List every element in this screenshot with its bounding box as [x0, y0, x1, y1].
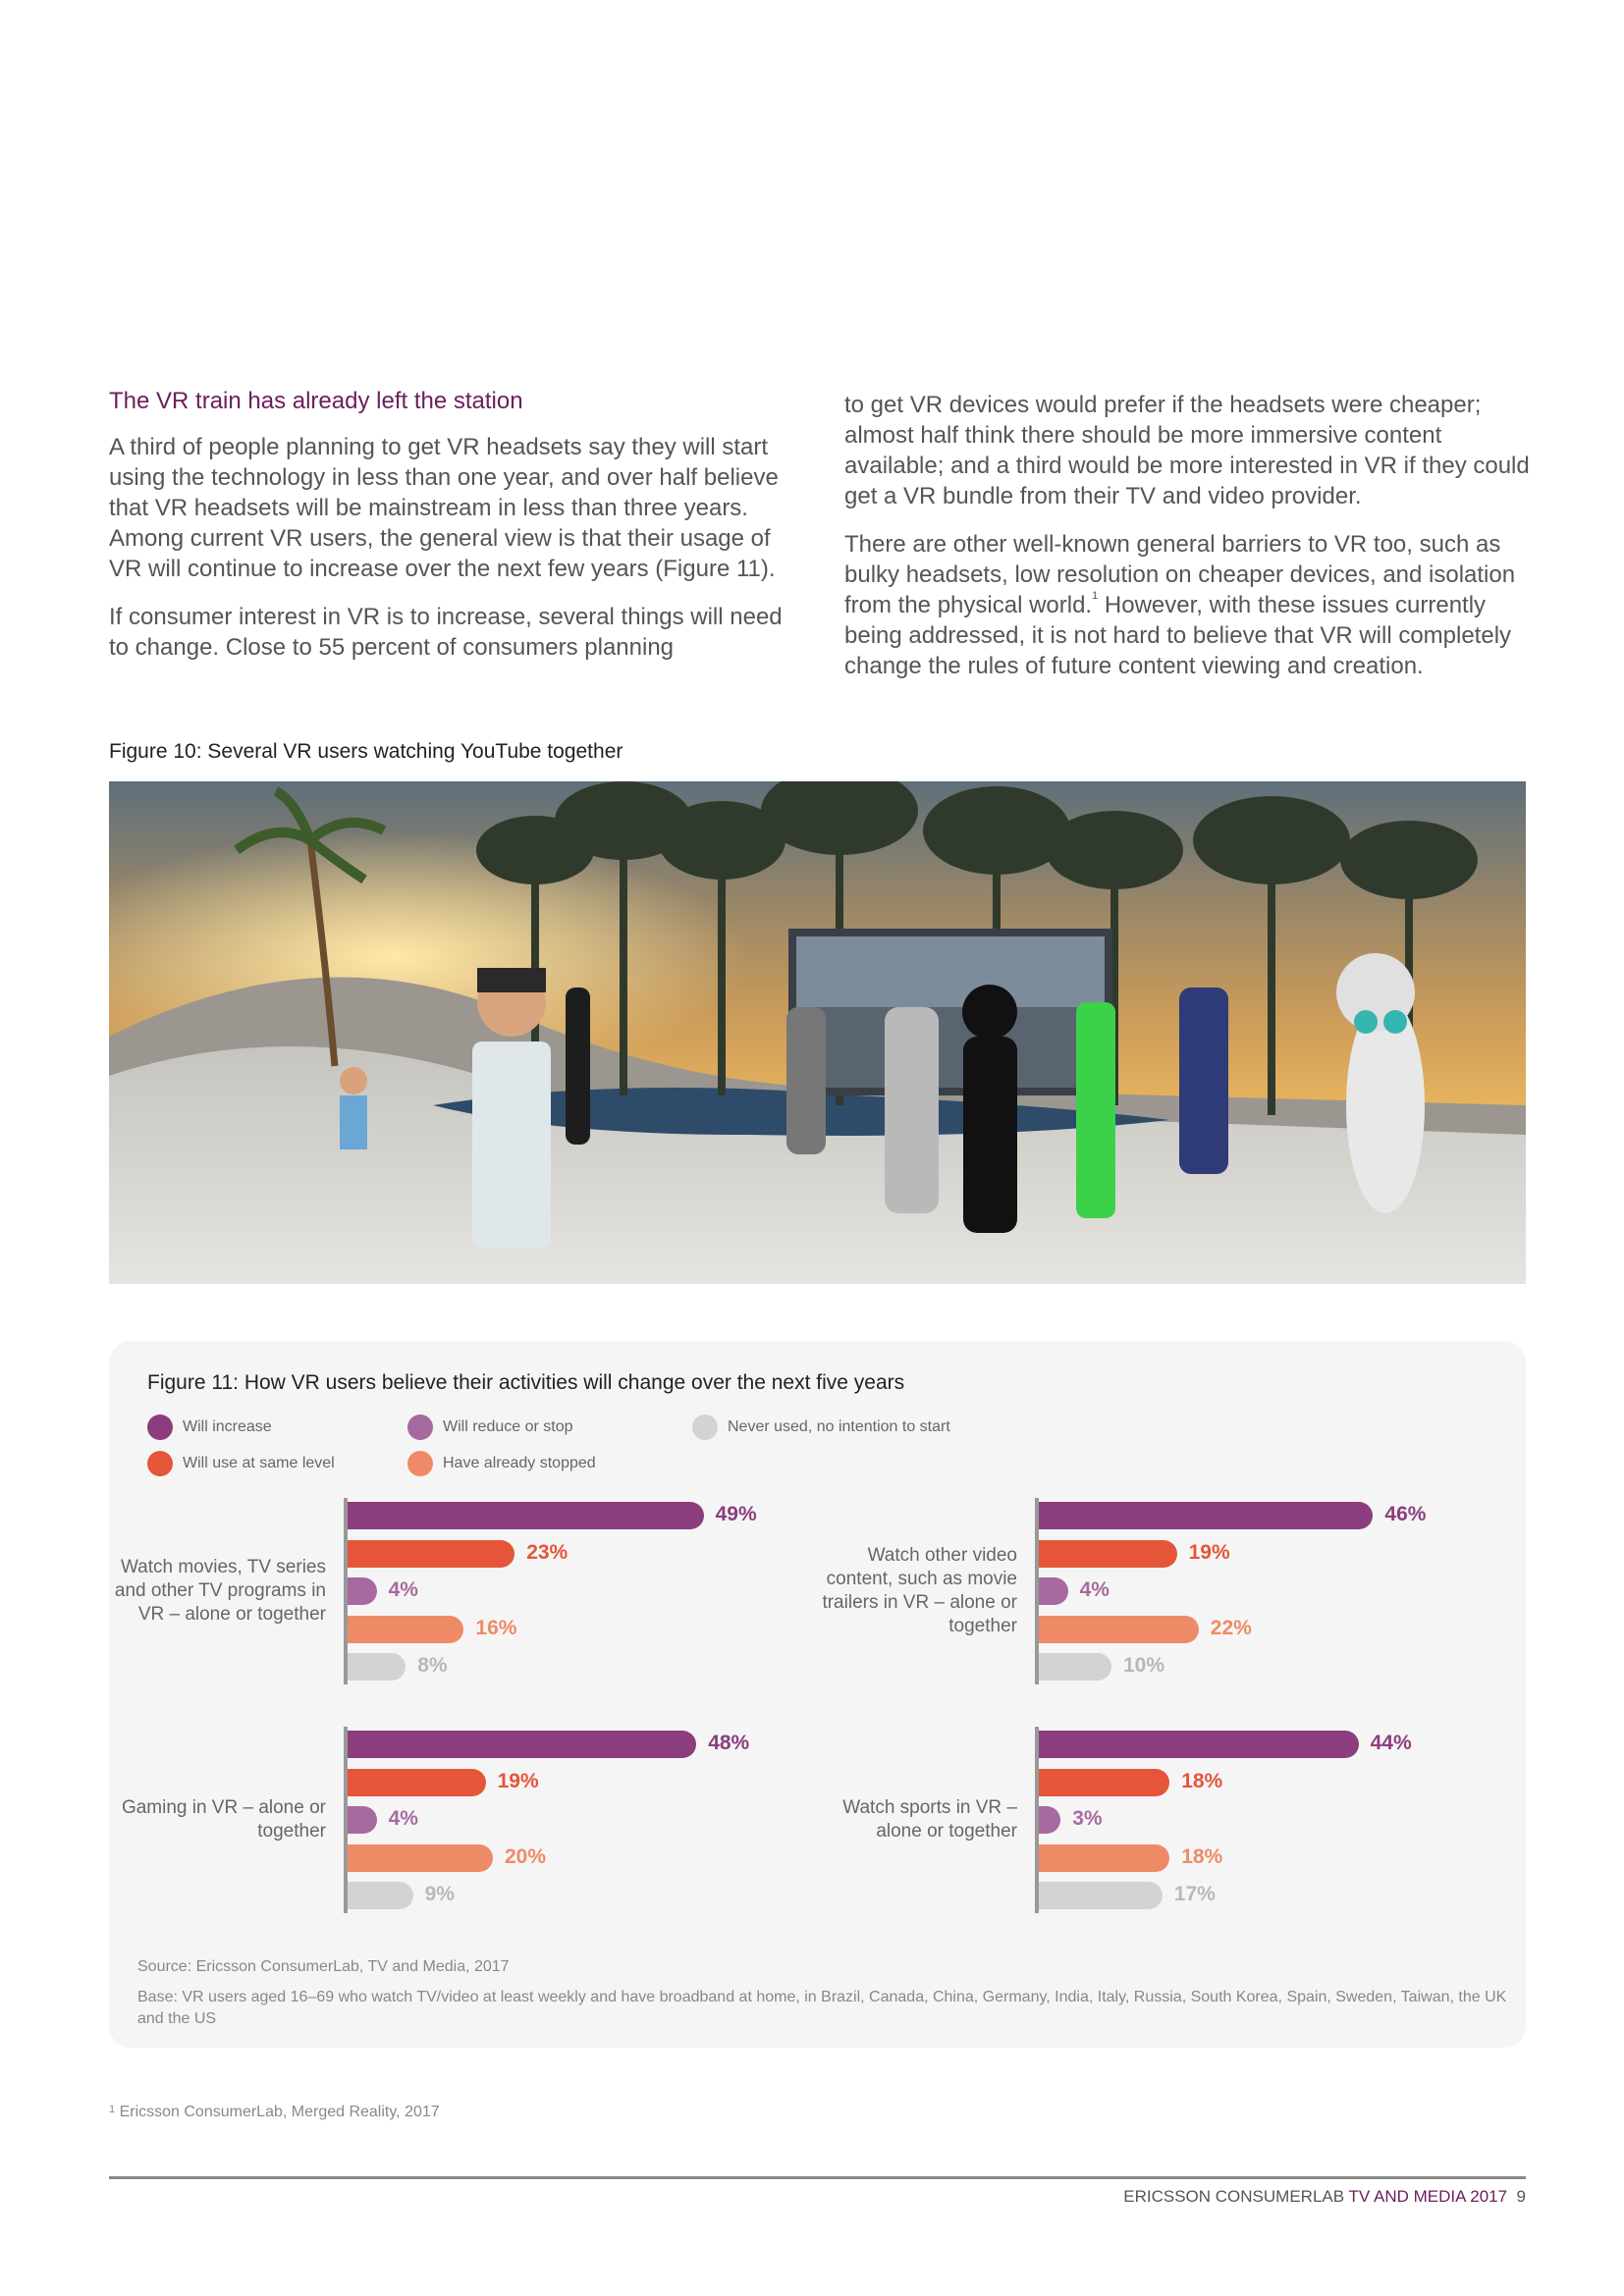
chart-bar [348, 1731, 696, 1758]
chart-bar [348, 1882, 413, 1909]
category-label: Watch other video content, such as movie trailers in VR – alone or together [822, 1545, 1017, 1636]
bar-value-label: 19% [1188, 1540, 1230, 1564]
chart-bar [1039, 1769, 1169, 1796]
legend-label: Will reduce or stop [443, 1418, 573, 1435]
paragraph: to get VR devices would prefer if the headsets were cheaper; almost half think there should be more immersive content available; and a third would be more interested in VR if they could get a VR bundle from their TV and video provider. [844, 392, 1530, 509]
bar-value-label: 18% [1181, 1844, 1223, 1868]
footnote-text: Ericsson ConsumerLab, Merged Reality, 2017 [115, 2104, 440, 2120]
legend-item-already-stopped [407, 1451, 596, 1476]
bar-value-label: 46% [1384, 1503, 1427, 1525]
legend-swatch [147, 1415, 173, 1440]
page-footer [1123, 2187, 1526, 2207]
chart-bar [1039, 1653, 1111, 1681]
footnote-number: 1 [109, 2104, 116, 2115]
footnote [109, 2104, 440, 2121]
chart-bar [1039, 1882, 1163, 1909]
footer-publication: ERICSSON CONSUMERLAB [1123, 2187, 1349, 2206]
legend-item-never-used [692, 1415, 950, 1440]
chart-bar [348, 1540, 514, 1568]
chart-bar [348, 1616, 463, 1643]
chart-bar [1039, 1540, 1177, 1568]
chart-bar [348, 1577, 377, 1605]
section-heading: The VR train has already left the station [109, 388, 523, 414]
legend-label: Will use at same level [183, 1455, 335, 1471]
legend-swatch [407, 1451, 433, 1476]
legend-item-will-increase [147, 1415, 272, 1440]
bar-value-label: 23% [526, 1540, 568, 1564]
figure10-caption: Figure 10: Several VR users watching YouTube together [109, 740, 623, 763]
paragraph: A third of people planning to get VR headsets say they will start using the technology in less than one year, and over half believe that VR headsets will be mainstream in less than three years. Among current VR users, the general view is that their usage of VR will continue to increase over the next few years (Figure 11). [109, 434, 779, 582]
chart-bar [348, 1769, 486, 1796]
legend-swatch [147, 1451, 173, 1476]
paragraph-text: There are other well-known general barriers to VR too, such as bulky headsets, low resolution on cheaper devices, and isolation from the physical world. [844, 531, 1516, 618]
footer-report-title: TV AND MEDIA 2017 [1348, 2187, 1508, 2206]
bar-value-label: 22% [1210, 1616, 1252, 1639]
vr-scene-illustration [109, 781, 1526, 1284]
bar-value-label: 4% [388, 1578, 418, 1601]
legend-swatch [692, 1415, 718, 1440]
bar-value-label: 10% [1123, 1654, 1165, 1677]
bar-value-label: 20% [505, 1844, 547, 1868]
bar-value-label: 4% [388, 1807, 418, 1830]
legend-label: Will increase [183, 1418, 272, 1435]
chart-bar [348, 1502, 704, 1529]
chart-bar [348, 1806, 377, 1834]
bar-value-label: 44% [1370, 1732, 1412, 1754]
figure11-caption: Figure 11: How VR users believe their activities will change over the next five years [147, 1371, 905, 1394]
page-number: 9 [1516, 2187, 1526, 2206]
base-note: Base: VR users aged 16–69 who watch TV/video at least weekly and have broadband at home, in Brazil, Canada, China, Germany, India, Italy, Russia, South Korea, Spain, Sweden, Taiwan, the UK and the US [137, 1989, 1507, 2027]
legend-label: Never used, no intention to start [728, 1418, 950, 1435]
bar-value-label: 49% [715, 1503, 757, 1525]
legend-item-will-reduce [407, 1415, 573, 1440]
legend-label: Have already stopped [443, 1455, 596, 1471]
category-label: Watch movies, TV series and other TV programs in VR – alone or together [114, 1557, 326, 1625]
source-note: Source: Ericsson ConsumerLab, TV and Media, 2017 [137, 1958, 510, 1975]
paragraph [844, 529, 1532, 681]
bar-value-label: 17% [1173, 1883, 1216, 1905]
bar-value-label: 48% [708, 1732, 750, 1754]
paragraph: If consumer interest in VR is to increase, several things will need to change. Close to 55 percent of consumers planning [109, 604, 783, 661]
chart-bar [1039, 1577, 1068, 1605]
bar-value-label: 3% [1072, 1807, 1103, 1830]
left-column [109, 432, 796, 680]
category-label: Watch sports in VR – alone or together [842, 1797, 1017, 1842]
bar-value-label: 19% [497, 1769, 539, 1792]
legend-swatch [407, 1415, 433, 1440]
footer-rule [109, 2176, 1526, 2179]
chart-bar [348, 1844, 493, 1872]
bar-value-label: 9% [424, 1883, 455, 1905]
vr-scene-image [109, 781, 1526, 1284]
right-column [844, 390, 1532, 699]
paragraph-text: However, with these issues currently being addressed, it is not hard to believe that VR will completely change the rules of future content viewing and creation. [844, 592, 1512, 679]
figure11-panel [109, 1341, 1526, 2048]
bar-value-label: 8% [417, 1654, 448, 1677]
category-label: Gaming in VR – alone or together [121, 1797, 326, 1842]
chart-bar [1039, 1731, 1359, 1758]
bar-value-label: 16% [475, 1616, 517, 1639]
legend-item-same-level [147, 1451, 335, 1476]
bar-value-label: 18% [1181, 1769, 1223, 1792]
bar-value-label: 4% [1079, 1578, 1110, 1601]
footnote-marker: 1 [1092, 590, 1099, 602]
chart-bar [1039, 1616, 1199, 1643]
chart-bar [1039, 1502, 1373, 1529]
chart-bar [1039, 1844, 1169, 1872]
chart-bar [348, 1653, 406, 1681]
